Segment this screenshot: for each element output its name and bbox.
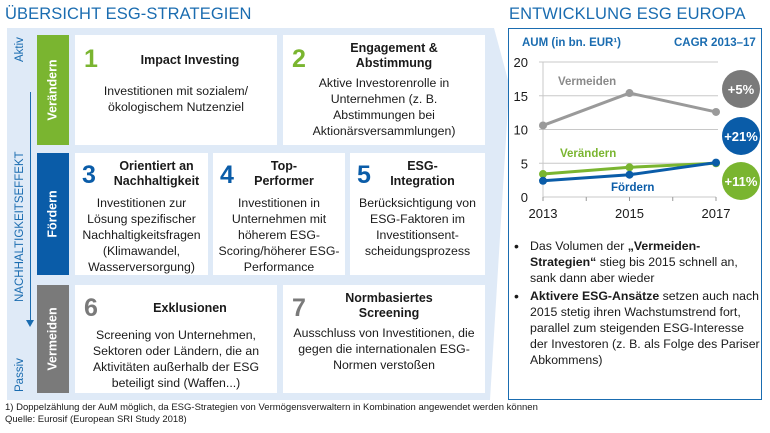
series-label: Fördern	[611, 182, 655, 194]
cagr-value: +21%	[724, 129, 758, 144]
strategy-number: 6	[84, 294, 98, 322]
insights-list	[514, 238, 760, 370]
strategy-desc: Ausschluss von Investitionen, die gegen die internationalen ESG-Normen verstoßen	[293, 326, 475, 372]
left-section-title: ÜBERSICHT ESG-STRATEGIEN	[5, 5, 252, 23]
strategy-desc: Investitionen in Unternehmen mit höherem ESG-Scoring/höherer ESG-Performance	[218, 196, 340, 274]
chart-ylabel: AUM (in bn. EUR¹)	[522, 37, 622, 49]
strategy-title: Engagement & Abstimmung	[350, 41, 438, 70]
strategy-desc: Investitionen mit sozialem/ökologischem Nutzenziel	[103, 84, 249, 114]
data-point	[539, 121, 547, 129]
insight-item: • Aktivere ESG-Ansätze setzen auch nach 2015 stetig ihren Wachstumstrend fort, parallel zum steigenden ESG-Interesse der Investoren (z. B. als Folge des Pariser Abkommens)	[514, 288, 760, 368]
x-tick-label: 2017	[701, 206, 731, 221]
data-point	[626, 89, 634, 97]
series-line-vermeiden	[543, 93, 716, 125]
strategy-title: Orientiert an Nachhaltigkeit	[113, 159, 200, 188]
strategy-number: 1	[84, 45, 98, 73]
insight-item: • Das Volumen der „Vermeiden-Strategien“ stieg bis 2015 schnell an, sank dann aber wieder	[514, 238, 760, 286]
category-label: Fördern	[46, 190, 61, 238]
y-tick-label: 0	[520, 190, 528, 205]
right-title-main: ENTWICKLUNG ESG EUROPA	[509, 5, 745, 23]
strategy-title: Normbasiertes Screening	[345, 291, 433, 320]
data-point	[626, 163, 634, 171]
data-point	[539, 177, 547, 185]
strategy-number: 3	[82, 161, 96, 189]
x-tick-label: 2015	[615, 206, 644, 221]
source-note: Quelle: Eurosif (European SRI Study 2018)	[5, 414, 187, 425]
strategy-desc: Investitionen zur Lösung spezifischer Nachhaltigkeitsfragen (Klimawandel, Wasserversorgung)	[82, 196, 201, 274]
strategy-title: Top-Performer	[254, 159, 314, 188]
strategy-number: 2	[292, 45, 306, 73]
category-label: Verändern	[46, 59, 61, 121]
cagr-value: +5%	[727, 82, 755, 97]
data-point	[712, 159, 720, 167]
series-label: Vermeiden	[558, 76, 617, 88]
strategy-desc: Screening von Unternehmen, Sektoren oder Ländern, die an Aktivitäten außerhalb der ESG beteiligt sind (Waffen...)	[92, 328, 260, 390]
strategy-desc: Berücksichtigung von ESG-Faktoren im Investitionsent-scheidungsprozess	[359, 196, 476, 258]
category-label: Vermeiden	[46, 307, 61, 371]
y-tick-label: 10	[513, 122, 528, 138]
strategy-number: 5	[357, 161, 371, 189]
strategy-title: Impact Investing	[140, 53, 240, 67]
strategy-title: ESG-Integration	[390, 159, 455, 188]
data-point	[626, 171, 634, 179]
strategy-title: Exklusionen	[153, 301, 227, 315]
x-tick-label: 2013	[528, 206, 558, 221]
axis-label-nachhaltigkeitseffekt: NACHHALTIGKEITSEFFEKT	[14, 151, 26, 302]
strategy-number: 4	[220, 161, 234, 189]
strategy-number: 7	[292, 294, 306, 322]
series-label: Verändern	[560, 148, 617, 160]
axis-label-passiv: Passiv	[14, 358, 26, 392]
data-point	[712, 108, 720, 116]
y-tick-label: 5	[520, 156, 528, 172]
y-tick-label: 20	[513, 55, 528, 70]
chart-cagr-header: CAGR 2013–17	[674, 37, 756, 49]
footnote: 1) Doppelzählung der AuM möglich, da ESG-Strategien von Vermögensverwaltern in Kombination angewendet werden können	[5, 402, 538, 413]
cagr-value: +11%	[724, 174, 758, 189]
axis-label-aktiv: Aktiv	[14, 37, 26, 62]
y-tick-label: 15	[513, 88, 528, 104]
strategy-desc: Aktive Investorenrolle in Unternehmen (z. B. Abstimmungen bei Aktionärsversammlungen)	[312, 76, 456, 138]
